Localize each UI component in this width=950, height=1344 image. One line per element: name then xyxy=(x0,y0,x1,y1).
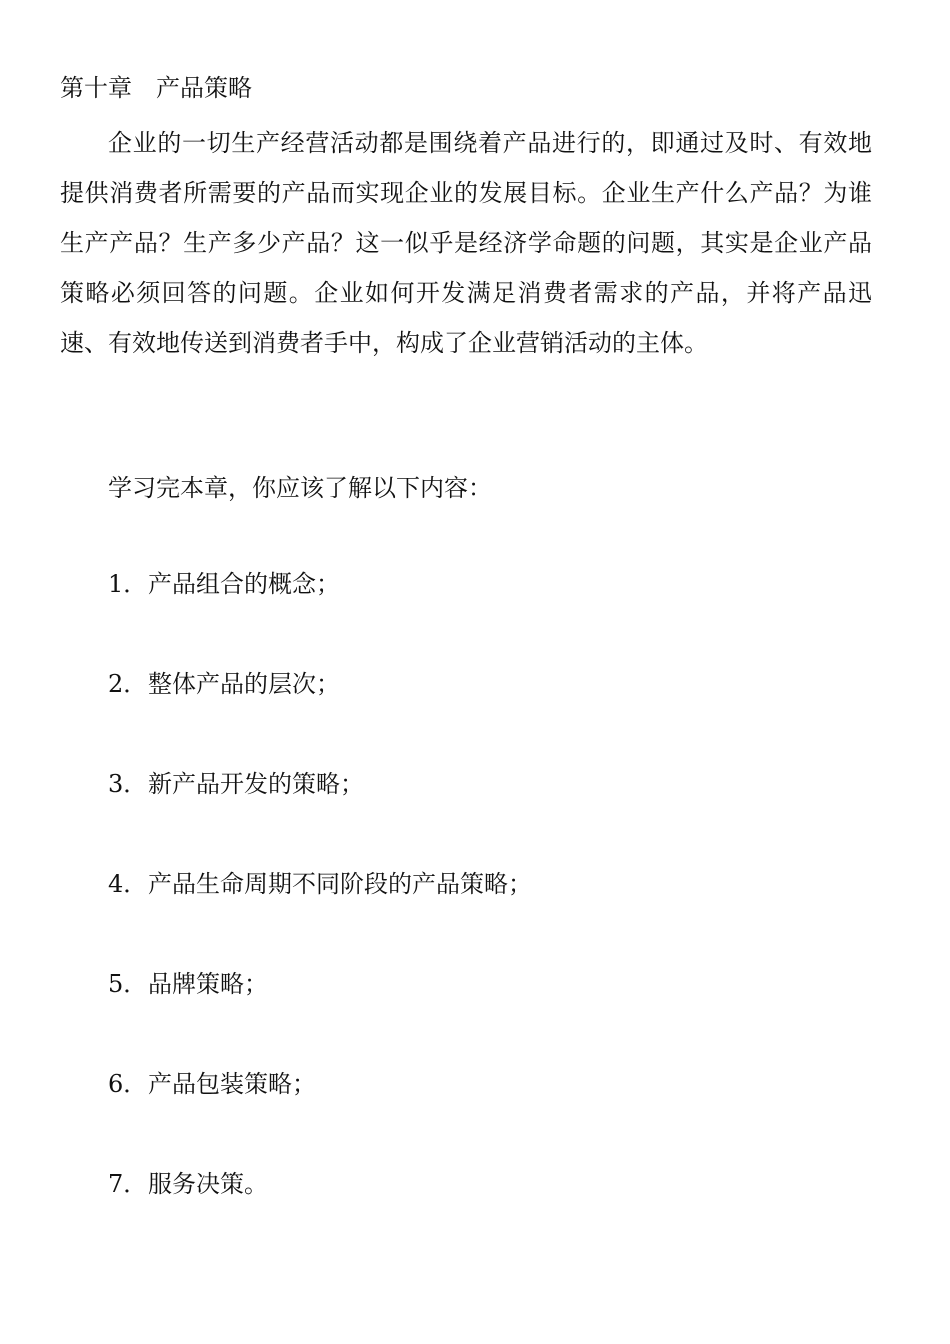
intro-paragraph: 企业的一切生产经营活动都是围绕着产品进行的，即通过及时、有效地提供消费者所需要的产品而实现企业的发展目标。企业生产什么产品？为谁生产产品？生产多少产品？这一似乎是经济学命题的问题，其实是企业产品策略必须回答的问题。企业如何开发满足消费者需求的产品，并将产品迅速、有效地传送到消费者手中，构成了企业营销活动的主体。 xyxy=(60,129,872,357)
list-item-text: 产品组合的概念； xyxy=(148,570,340,598)
list-item-text: 服务决策。 xyxy=(148,1170,268,1198)
list-item-number: 5． xyxy=(108,970,148,998)
list-item-number: 2． xyxy=(108,670,148,698)
list-item-text: 产品生命周期不同阶段的产品策略； xyxy=(148,870,532,898)
list-item xyxy=(108,566,340,602)
list-item xyxy=(108,1066,316,1102)
list-item xyxy=(108,766,364,802)
list-item-number: 1． xyxy=(108,570,148,598)
list-item xyxy=(108,1166,268,1202)
list-item-text: 品牌策略； xyxy=(148,970,268,998)
list-item-text: 产品包装策略； xyxy=(148,1070,316,1098)
list-item xyxy=(108,666,340,702)
list-item-number: 3． xyxy=(108,770,148,798)
chapter-title: 第十章 产品策略 xyxy=(60,74,252,102)
objectives-lead: 学习完本章，你应该了解以下内容： xyxy=(108,474,492,502)
list-item-number: 6． xyxy=(108,1070,148,1098)
list-item-text: 整体产品的层次； xyxy=(148,670,340,698)
list-item xyxy=(108,866,532,902)
list-item-text: 新产品开发的策略； xyxy=(148,770,364,798)
list-item xyxy=(108,966,268,1002)
list-item-number: 4． xyxy=(108,870,148,898)
list-item-number: 7． xyxy=(108,1170,148,1198)
